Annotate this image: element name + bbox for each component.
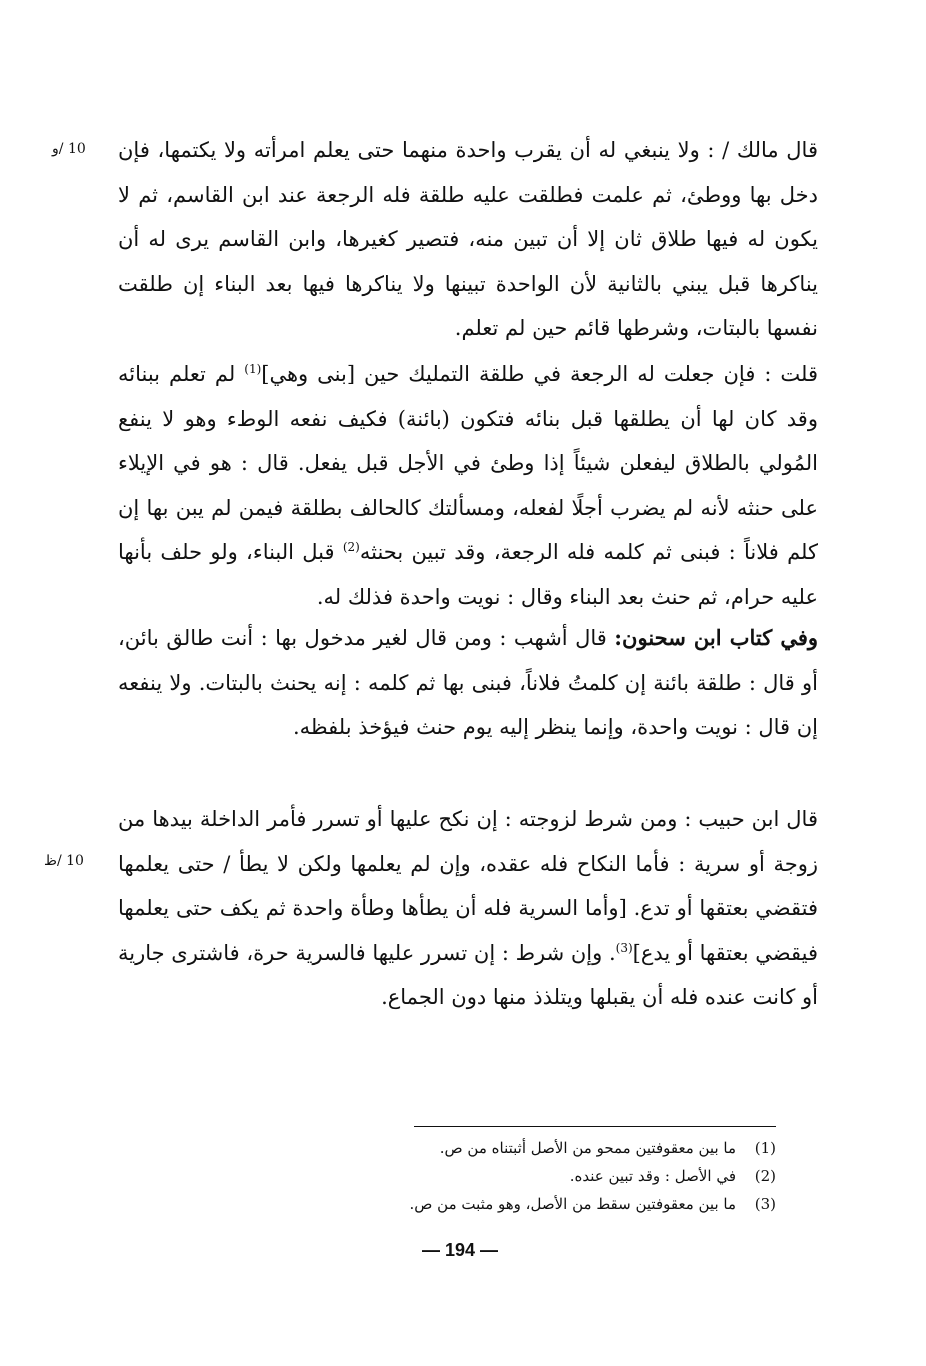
paragraph-3-text: قال أشهب : ومن قال لغير مدخول بها : أنت طالق بائن، أو قال : طلقة بائنة إن كلمتُ فلاناً، فبنى بها ثم كلمه : إنه يحنث بالبتات. ولا ينفعه إن قال : نويت واحدة، وإنما ينظر إليه يوم حنث فيؤخذ بلفظه. [118,626,818,739]
footnote-number: (2) [754,1167,776,1185]
footnote-number: (3) [754,1195,776,1213]
folio-marker-verso: 10 /ظ [44,853,84,869]
footnote-item [300,1190,776,1218]
paragraph-4-text-a: قال ابن حبيب : ومن شرط لزوجته : إن نكح عليها أو تسرر فأمر الداخلة بيدها من زوجة أو سرية : فأما النكاح فله عقده، وإن لم يعلمها ولكن لا يطأ / حتى يعلمها فتقضي بعتقها أو تدع. [وأما السرية فله أن يطأها وطأة واحدة ثم يكف حتى يعلمها فيقضي بعتقها أو يدع] [118,807,818,965]
footnote-item [300,1162,776,1190]
paragraph-1-text: قال مالك / : ولا ينبغي له أن يقرب واحدة منهما حتى يعلم امرأته ولا يكتمها، فإن دخل بها ووطئ، ثم علمت فطلقت عليه طلقة فله الرجعة عند ابن القاسم، ثم لا يكون له فيها طلاق ثان إلا أن تبين منه، فتصير كغيرها، وابن القاسم يرى له أن يناكرها قبل يبني بالثانية لأن الواحدة تبينها ولا يناكرها فيها بعد البناء إن طلقت نفسها بالبتات، وشرطها قائم حين لم تعلم. [118,138,818,340]
footnote-ref-3[interactable]: (3) [615,940,633,955]
footnote-ref-2[interactable]: (2) [342,540,360,554]
footnote-item [300,1134,776,1162]
paragraph-2-text-c: قبل البناء، ولو حلف بأنها عليه حرام، ثم حنث بعد البناء وقال : نويت واحدة فذلك له. [118,540,818,609]
footnote-ref-1[interactable]: (1) [244,362,262,376]
page-number: — 194 — [421,1240,499,1260]
footnote-text: ما بين معقوفتين ممحو من الأصل أثبتناه من ص. [439,1139,736,1157]
paragraph-3-lead: وفي كتاب ابن سحنون: [614,625,818,650]
footnote-number: (1) [754,1139,776,1157]
paragraph-2-text-b: لم تعلم ببنائه وقد كان لها أن يطلقها قبل بنائه فتكون (بائنة) فكيف نفعه الوطء وهو لا ينفع المُولي بالطلاق ليفعلن شيئاً إذا وطئ في الأجل قبل يفعل. قال : هو في الإيلاء على حنثه لأنه لم يضرب أجلًا لفعله، ومسألتك كالحالف بطلقة فيمن لم يبن بها إن كلم فلاناً : فبنى ثم كلمه فله الرجعة، وقد تبين بحنثه [118,362,819,564]
paragraph-2-text-a: قلت : فإن جعلت له الرجعة في طلقة التمليك حين [بنى وهي] [261,362,819,386]
footnote-divider [414,1126,776,1127]
folio-marker-recto: 10 /و [52,141,86,157]
footnote-text: ما بين معقوفتين سقط من الأصل، وهو مثبت من ص. [409,1195,736,1213]
footnotes [300,1134,776,1218]
footnote-text: في الأصل : وقد تبين عنده. [569,1167,736,1185]
paragraph-3 [118,616,818,750]
paragraph-4 [118,797,818,1020]
paragraph-1 [118,128,818,351]
paragraph-4-text-b: . وإن شرط : إن تسرر عليها فالسرية حرة، فاشترى جارية أو كانت عنده فله أن يقبلها ويتلذذ منها دون الجماع. [118,940,818,1009]
paragraph-2 [118,352,818,619]
